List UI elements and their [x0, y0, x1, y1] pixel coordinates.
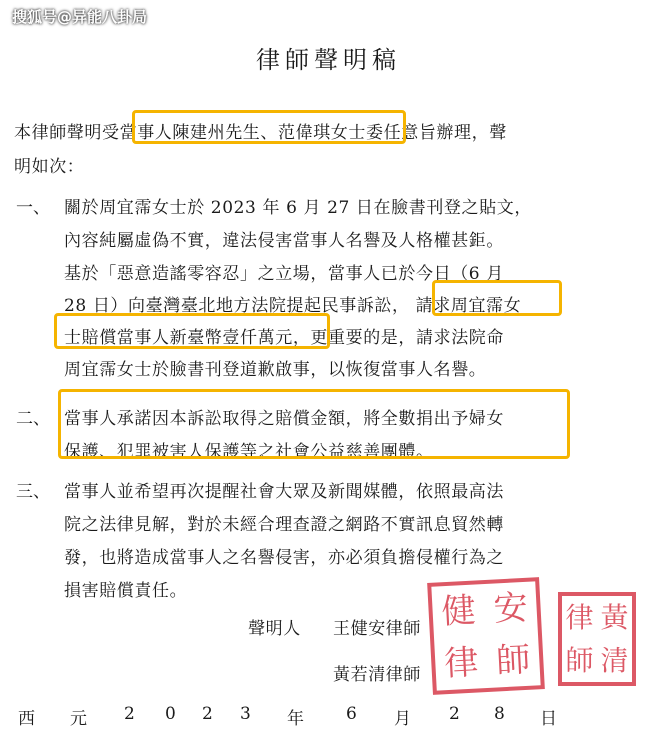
seal-huang: 律 黃 師 清	[558, 592, 636, 686]
section-2-line-1: 當事人承諾因本訴訟取得之賠償金額，將全數捐出予婦女	[64, 409, 504, 429]
section-3-line-3: 發，也將造成當事人之名譽侵害，亦必須負擔侵權行為之	[64, 548, 504, 568]
section-1-line-4: 28 日）向臺灣臺北地方法院提起民事訴訟， 請求周宜霈女	[64, 296, 522, 316]
signature-lawyer-1: 王健安律師	[333, 619, 421, 639]
highlight-box-claim-2	[54, 313, 330, 349]
section-3-number: 三、	[16, 482, 50, 502]
section-1-line-3: 基於「惡意造謠零容忍」之立場，當事人已於今日（6 月	[64, 264, 504, 284]
section-3-line-2: 院之法律見解，對於未經合理查證之網路不實訊息貿然轉	[64, 515, 504, 535]
highlight-box-clients	[132, 110, 406, 144]
section-2-number: 二、	[16, 409, 50, 429]
intro-line-1: 本律師聲明受當事人陳建州先生、范偉琪女士委任意旨辦理，聲	[14, 123, 507, 143]
highlight-claim-part2: 士賠償當事人新臺幣壹仟萬元	[64, 328, 293, 348]
section-1-line-1: 關於周宜霈女士於 2023 年 6 月 27 日在臉書刊登之貼文，	[64, 198, 532, 218]
section-1-line-5: 士賠償當事人新臺幣壹仟萬元，更重要的是，請求法院命	[64, 328, 505, 348]
section-1-line-2: 內容純屬虛偽不實，違法侵害當事人名譽及人格權甚鉅。	[64, 231, 504, 251]
signature-lawyer-2: 黃若清律師	[333, 665, 421, 685]
highlight-claim-part1: 請求周宜霈女	[415, 296, 522, 316]
date-line: 西 元 2 0 2 3 年 6 月 2 8 日	[18, 704, 558, 729]
highlight-box-donation	[58, 389, 570, 459]
section-3-line-4: 損害賠償責任。	[64, 581, 188, 601]
section-1-number: 一、	[16, 198, 50, 218]
section-2-line-2: 保護、犯罪被害人保護等之社會公益慈善團體。	[64, 442, 434, 462]
highlight-box-claim-1	[432, 280, 562, 316]
signature-label: 聲明人	[248, 619, 301, 639]
intro-line-2: 明如次：	[14, 157, 85, 177]
highlight-clients: 當事人陳建州先生、范偉琪女士	[119, 123, 367, 143]
seal-wang: 健 安 律 師	[427, 577, 545, 695]
section-3-line-1: 當事人並希望再次提醒社會大眾及新聞媒體，依照最高法	[64, 482, 504, 502]
watermark: 搜狐号@异能八卦局	[12, 8, 148, 26]
section-1-line-6: 周宜霈女士於臉書刊登道歉啟事，以恢復當事人名譽。	[64, 360, 487, 380]
document-title: 律師聲明稿	[256, 46, 401, 74]
